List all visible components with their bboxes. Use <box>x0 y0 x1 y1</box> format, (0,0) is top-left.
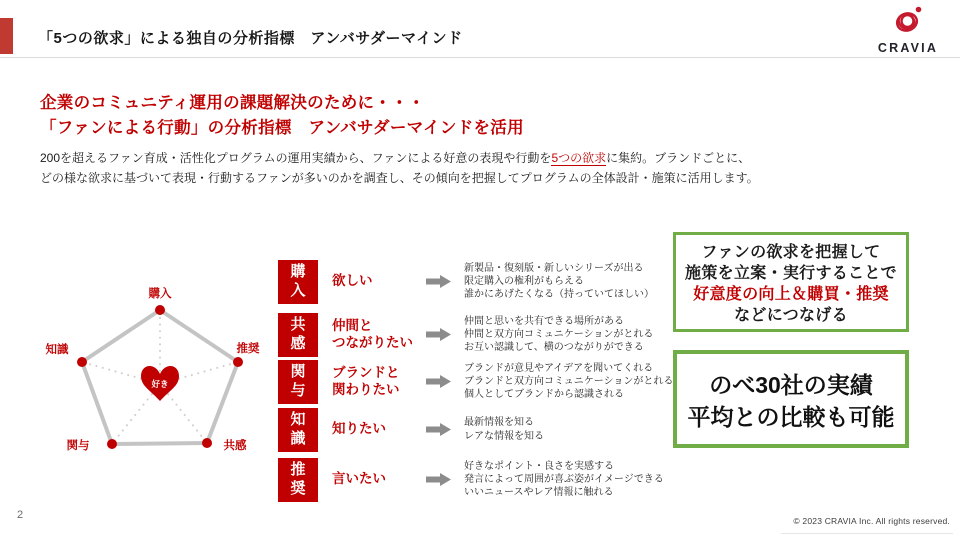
cravia-logo-icon <box>888 3 928 37</box>
axis-badge-char: 知 <box>290 410 306 428</box>
right-arrow-icon <box>426 423 452 436</box>
desire-label: 言いたい <box>332 471 386 487</box>
axis-badge-char: 入 <box>290 281 306 299</box>
need-row-involvement <box>278 359 703 404</box>
detail-lines: 仲間と思いを共有できる場所がある 仲間と双方向コミュニケーションがとれる お互い認識して、横のつながりができる <box>464 315 654 354</box>
need-row-purchase <box>278 259 703 304</box>
radar-axis-label-lower-right: 共感 <box>223 440 247 452</box>
axis-badge-char: 与 <box>290 381 306 399</box>
axis-badge-char: 感 <box>290 334 306 352</box>
detail-lines: 新製品・復刻版・新しいシリーズが出る 限定購入の権利がもらえる 誰かにあげたくなる（持っていてほしい） <box>464 262 654 301</box>
cravia-logo <box>870 3 946 55</box>
axis-badge <box>278 458 318 502</box>
callout-strategy-box <box>673 232 909 332</box>
needs-list <box>278 259 703 505</box>
radar-center-label: 好き <box>151 379 169 389</box>
axis-badge-char: 購 <box>290 262 306 280</box>
header-divider <box>0 57 960 58</box>
axis-badge-char: 共 <box>290 315 306 333</box>
axis-badge <box>278 313 318 357</box>
title-accent-bar <box>0 18 13 54</box>
callout-track-line: 平均との比較も可能 <box>687 404 895 430</box>
desire-label: 仲間と つながりたい <box>332 318 413 350</box>
copyright-underline <box>781 533 953 534</box>
desire-label: 知りたい <box>332 421 386 437</box>
radar-axis-label-top: 購入 <box>148 288 172 300</box>
axis-badge-char: 推 <box>290 460 306 478</box>
right-arrow-icon <box>426 375 452 388</box>
axis-badge <box>278 408 318 452</box>
axis-badge-char: 関 <box>290 362 306 380</box>
need-row-recommendation <box>278 457 703 502</box>
callout-strategy-line-highlight: 好意度の向上＆購買・推奨 <box>693 286 889 303</box>
callout-track-line: のべ30社の実績 <box>709 372 873 398</box>
detail-lines: 最新情報を知る レアな情報を知る <box>464 417 544 442</box>
lead-heading-line2: 「ファンによる行動」の分析指標 アンバサダーマインドを活用 <box>40 119 524 137</box>
lead-body-text2: に集約。ブランドごとに、 <box>606 151 751 165</box>
desire-label: ブランドと 関わりたい <box>332 365 400 397</box>
lead-body <box>40 148 940 188</box>
page-number: 2 <box>17 509 24 521</box>
need-row-knowledge <box>278 407 703 452</box>
copyright: © 2023 CRAVIA Inc. All rights reserved. <box>793 516 950 526</box>
lead-body-text3: どの様な欲求に基づいて表現・行動するファンが多いのかを調査し、その傾向を把握してプログラムの全体設計・施策に活用します。 <box>40 171 759 185</box>
cravia-logo-text: CRAVIA <box>877 41 939 55</box>
right-arrow-icon <box>426 328 452 341</box>
need-row-empathy <box>278 312 703 357</box>
radar-axis-label-upper-right: 推奨 <box>236 343 260 355</box>
axis-badge <box>278 360 318 404</box>
callout-strategy-line: 施策を立案・実行することで <box>685 265 897 282</box>
lead-body-highlight: 5つの欲求 <box>551 151 607 165</box>
radar-axis-label-upper-left: 知識 <box>45 344 69 356</box>
lead-heading-line1: 企業のコミュニティ運用の課題解決のために・・・ <box>40 94 425 112</box>
radar-axis-label-lower-left: 関与 <box>66 440 90 452</box>
page-title: 「5つの欲求」による独自の分析指標 アンバサダーマインド <box>38 30 463 47</box>
ambassador-mind-radar-chart <box>20 273 280 483</box>
detail-lines: ブランドが意見やアイデアを聞いてくれる ブランドと双方向コミュニケーションがとれる 個人としてブランドから認識される <box>464 362 674 401</box>
lead-body-text1: 200を超えるファン育成・活性化プログラムの運用実績から、ファンによる好意の表現や行動を <box>40 151 552 165</box>
callout-strategy-line: などにつなげる <box>734 307 848 324</box>
right-arrow-icon <box>426 275 452 288</box>
callout-track-record-box <box>673 350 909 448</box>
right-arrow-icon <box>426 473 452 486</box>
axis-badge <box>278 260 318 304</box>
desire-label: 欲しい <box>332 273 373 289</box>
lead-heading <box>40 91 524 141</box>
axis-badge-char: 識 <box>290 429 306 447</box>
callout-strategy-line: ファンの欲求を把握して <box>701 244 881 261</box>
detail-lines: 好きなポイント・良さを実感する 発言によって周囲が喜ぶ姿がイメージできる いいニュースやレア情報に触れる <box>464 460 664 499</box>
axis-badge-char: 奨 <box>290 479 306 497</box>
